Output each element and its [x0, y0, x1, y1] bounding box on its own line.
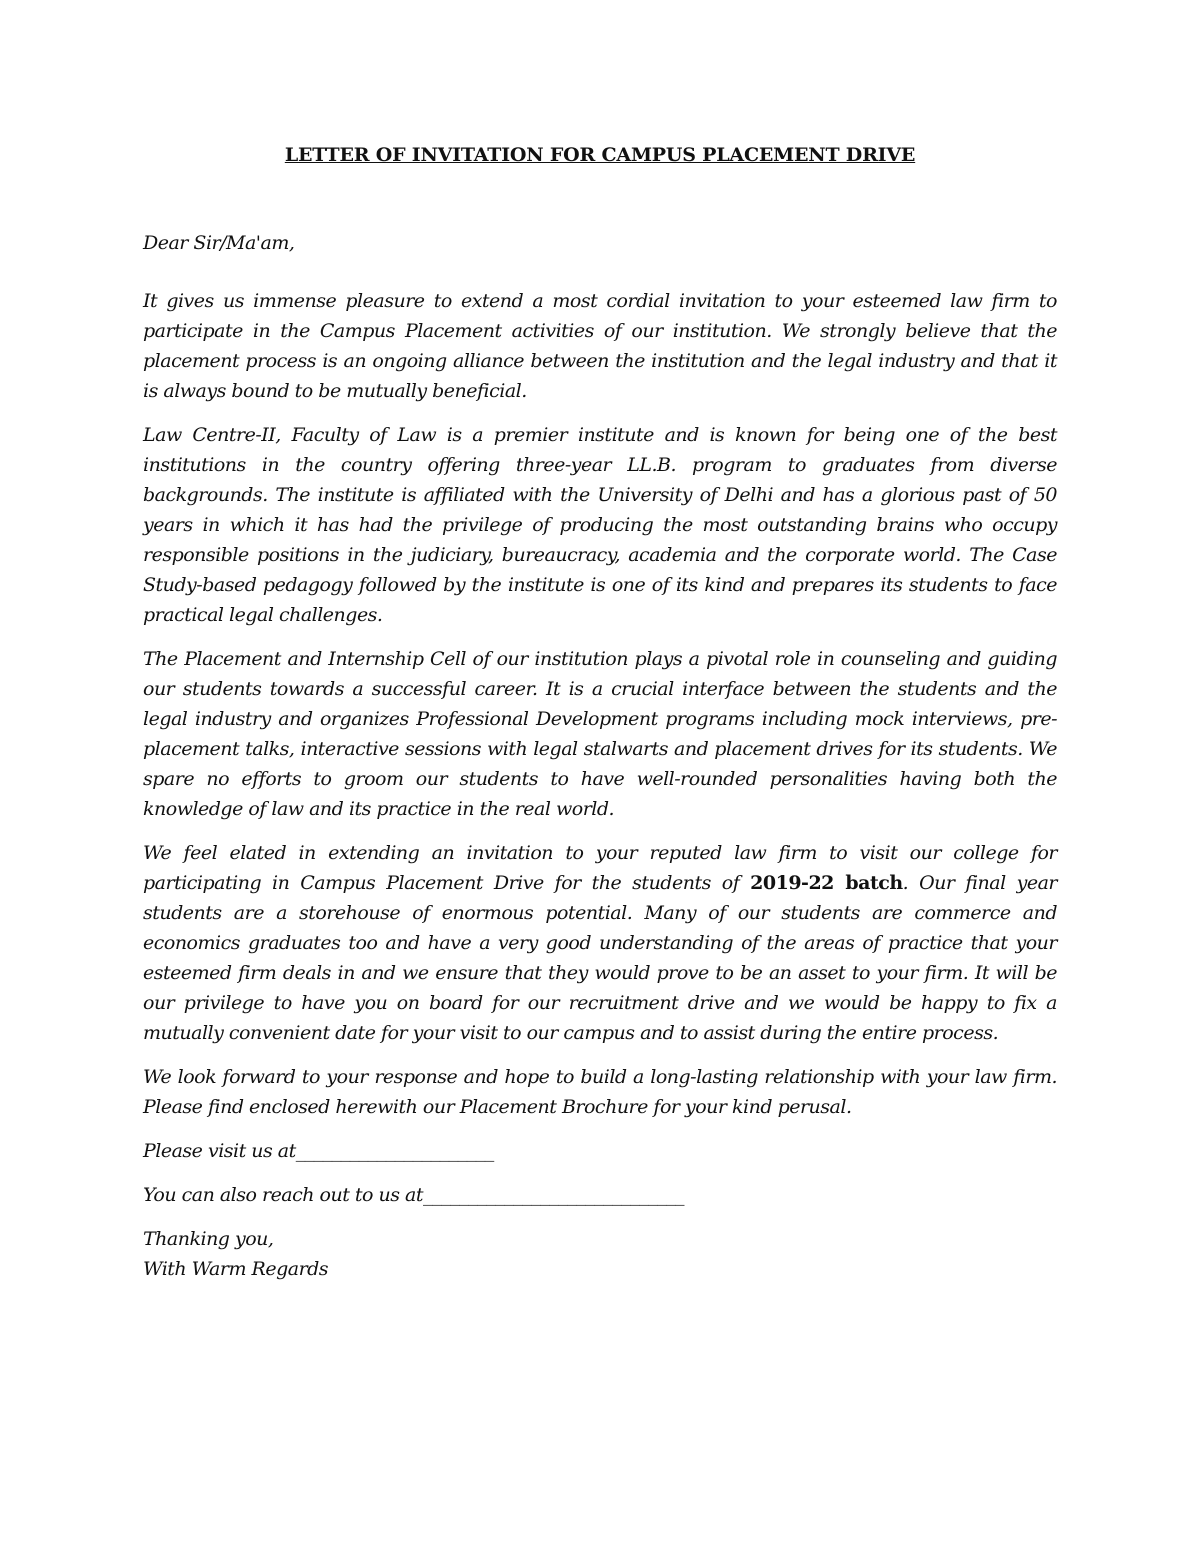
paragraph-invitation: It gives us immense pleasure to extend a most cordial invitation to your esteemed law firm to participate in the Campus Placement activities of our institution. We strongly believe that the placement process is an ongoing alliance between the institution and the legal industry and that it is always bound to be mutually beneficial. [143, 290, 1057, 402]
reach-us-line: You can also reach out to us at_____________________________ [143, 1184, 685, 1206]
visit-us-line: Please visit us at______________________ [143, 1140, 494, 1162]
batch-label: 2019-22 batch [750, 872, 903, 894]
closing-block [143, 1224, 1057, 1284]
salutation: Dear Sir/Ma'am, [143, 232, 295, 254]
paragraph-institute: Law Centre-II, Faculty of Law is a premier institute and is known for being one of the best institutions in the country offering three-year LL.B. program to graduates from diverse backgrounds. The institute is affiliated with the University of Delhi and has a glorious past of 50 years in which it has had the privilege of producing the most outstanding brains who occupy responsible positions in the judiciary, bureaucracy, academia and the corporate world. The Case Study-based pedagogy followed by the institute is one of its kind and prepares its students to face practical legal challenges. [143, 424, 1057, 626]
campus-drive-text-after: . Our final year students are a storehouse of enormous potential. Many of our students are commerce and economics graduates too and have a very good understanding of the areas of practice that your esteemed firm deals in and we ensure that they would prove to be an asset to your firm. It will be our privilege to have you on board for our recruitment drive and we would be happy to fix a mutually convenient date for your visit to our campus and to assist during the entire process. [143, 872, 1057, 1044]
paragraph-response: We look forward to your response and hope to build a long-lasting relationship with your law firm. Please find enclosed herewith our Placement Brochure for your kind perusal. [143, 1066, 1057, 1118]
campus-drive-text-before: We feel elated in extending an invitation to your reputed law firm to visit our college for participating in Campus Placement Drive for the students of [143, 842, 1057, 894]
paragraph-campus-drive [143, 838, 1057, 1048]
closing-thanks: Thanking you, [143, 1228, 274, 1250]
letter-body [143, 228, 1057, 1284]
letter-page [143, 140, 1057, 1298]
letter-title: LETTER OF INVITATION FOR CAMPUS PLACEMENT DRIVE [284, 144, 916, 166]
closing-regards: With Warm Regards [143, 1258, 329, 1280]
paragraph-placement-cell: The Placement and Internship Cell of our institution plays a pivotal role in counseling and guiding our students towards a successful career. It is a crucial interface between the students and the legal industry and organizes Professional Development programs including mock interviews, pre-placement talks, interactive sessions with legal stalwarts and placement drives for its students. We spare no efforts to groom our students to have well-rounded personalities having both the knowledge of law and its practice in the real world. [143, 648, 1057, 820]
